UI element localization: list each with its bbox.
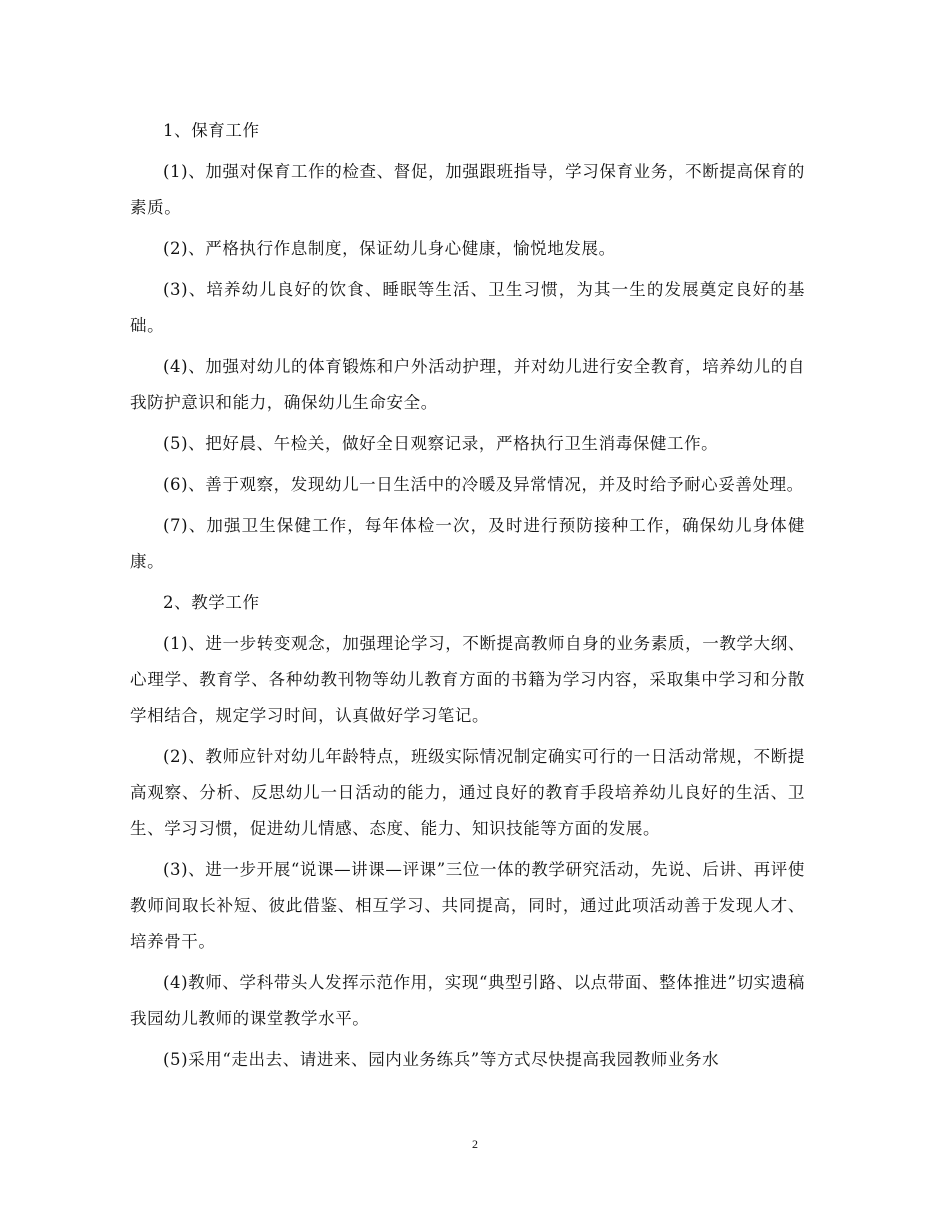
- page-number: 2: [472, 1137, 478, 1151]
- paragraph: (3)、培养幼儿良好的饮食、睡眠等生活、卫生习惯，为其一生的发展奠定良好的基础。: [130, 280, 805, 335]
- paragraph: (3)、进一步开展“说课—讲课—评课”三位一体的教学研究活动，先说、后讲、再评使教师间取长补短、彼此借鉴、相互学习、共同提高，同时，通过此项活动善于发现人才、培养骨干。: [130, 860, 805, 951]
- paragraph: (5)采用“走出去、请进来、园内业务练兵”等方式尽快提高我园教师业务水: [163, 1050, 720, 1069]
- paragraph: (4)教师、学科带头人发挥示范作用，实现“典型引路、以点带面、整体推进”切实遗稿我园幼儿教师的课堂教学水平。: [130, 973, 805, 1028]
- section-heading-childcare: 1、保育工作: [163, 121, 260, 140]
- paragraph: (2)、严格执行作息制度，保证幼儿身心健康，愉悦地发展。: [163, 239, 616, 258]
- paragraph: (1)、进一步转变观念，加强理论学习，不断提高教师自身的业务素质，一教学大纲、心理学、教育学、各种幼教刊物等幼儿教育方面的书籍为学习内容，采取集中学习和分散学相结合，规定学习时间，认真做好学习笔记。: [130, 634, 805, 725]
- document-body: [130, 113, 805, 1083]
- section-heading-teaching: 2、教学工作: [163, 593, 260, 612]
- paragraph: (5)、把好晨、午检关，做好全日观察记录，严格执行卫生消毒保健工作。: [163, 434, 719, 453]
- paragraph: (4)、加强对幼儿的体育锻炼和户外活动护理，并对幼儿进行安全教育，培养幼儿的自我防护意识和能力，确保幼儿生命安全。: [130, 357, 805, 412]
- paragraph: (1)、加强对保育工作的检查、督促，加强跟班指导，学习保育业务，不断提高保育的素质。: [130, 162, 805, 217]
- paragraph: (7)、加强卫生保健工作，每年体检一次，及时进行预防接种工作，确保幼儿身体健康。: [130, 516, 805, 571]
- paragraph: (2)、教师应针对幼儿年龄特点，班级实际情况制定确实可行的一日活动常规，不断提高观察、分析、反思幼儿一日活动的能力，通过良好的教育手段培养幼儿良好的生活、卫生、学习习惯，促进幼儿情感、态度、能力、知识技能等方面的发展。: [130, 747, 805, 838]
- paragraph: (6)、善于观察，发现幼儿一日生活中的冷暖及异常情况，并及时给予耐心妥善处理。: [163, 475, 804, 494]
